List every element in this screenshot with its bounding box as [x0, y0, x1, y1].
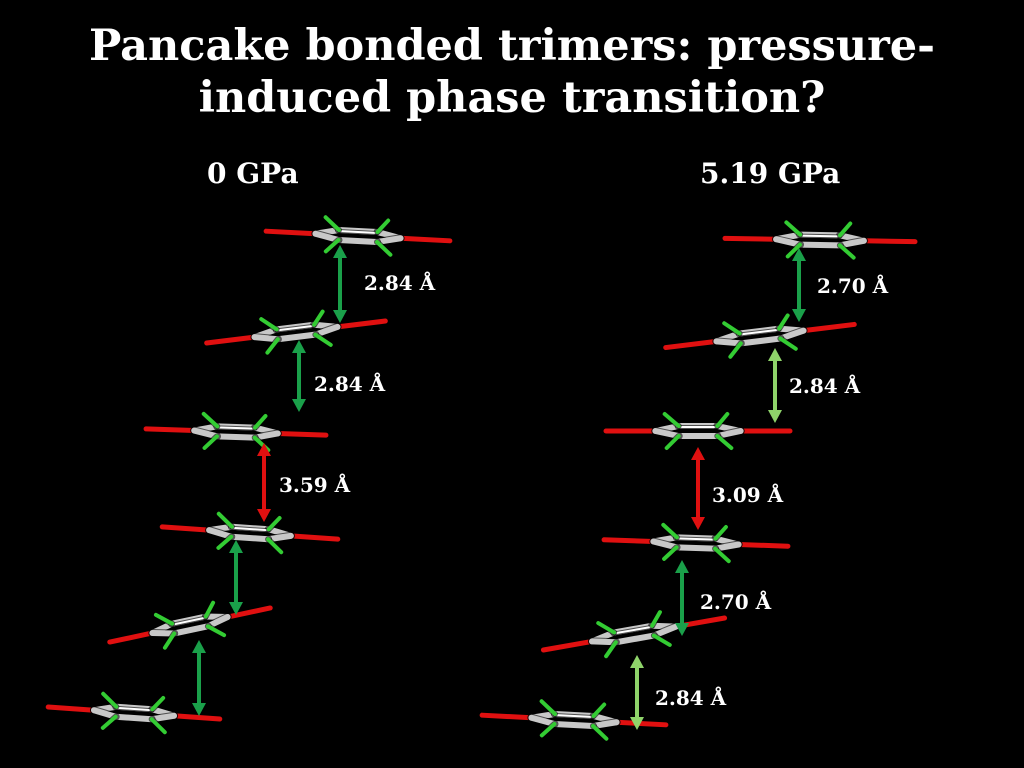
arrow-right-1 [792, 248, 806, 322]
arrow-right-3 [691, 447, 705, 530]
pressure-label-right: 5.19 GPa [700, 157, 841, 190]
distance-label-right-2: 2.84 Å [789, 374, 861, 398]
distance-label-right-3: 3.09 Å [712, 483, 784, 507]
molecule-left-5 [106, 591, 273, 658]
molecule-right-2 [664, 308, 857, 365]
pressure-label-left: 0 GPa [207, 157, 299, 190]
molecule-left-3 [145, 412, 326, 452]
arrow-left-4 [229, 540, 243, 615]
arrow-left-2 [292, 340, 306, 412]
distance-label-right-4: 2.70 Å [700, 590, 772, 614]
distance-label-right-1: 2.70 Å [817, 274, 889, 298]
molecule-left-6 [47, 690, 221, 736]
arrow-right-5 [630, 655, 644, 730]
arrow-left-1 [333, 245, 347, 323]
arrow-right-2 [768, 348, 782, 423]
arrow-left-3 [257, 443, 271, 522]
molecule-right-3 [606, 414, 790, 448]
title-line-1: Pancake bonded trimers: pressure- [89, 21, 935, 71]
distance-label-left-3: 3.59 Å [279, 473, 351, 497]
arrow-left-5 [192, 640, 206, 716]
distance-label-left-2: 2.84 Å [314, 372, 386, 396]
molecule-left-4 [161, 510, 339, 556]
molecule-left-1 [265, 214, 451, 258]
molecule-right-1 [725, 221, 916, 258]
distance-label-right-5: 2.84 Å [655, 686, 727, 710]
molecule-right-4 [603, 523, 788, 563]
title-line-2: induced phase transition? [198, 73, 826, 123]
distance-label-left-1: 2.84 Å [364, 271, 436, 295]
arrow-right-4 [675, 560, 689, 636]
molecule-layer [47, 214, 915, 742]
